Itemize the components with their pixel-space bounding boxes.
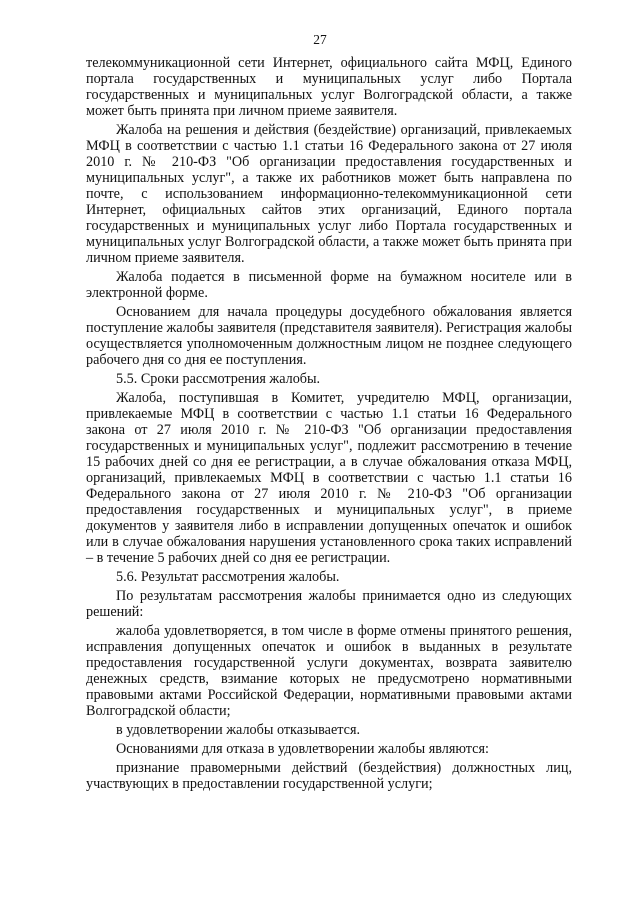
paragraph: Основанием для начала процедуры досудебного обжалования является поступление жалобы заявителя (представителя заявителя). Регистрация жалобы осуществляется уполномоченным должностным лицом не позднее следующего рабочего дня со дня ее поступления. bbox=[86, 304, 572, 368]
paragraph: Жалоба подается в письменной форме на бумажном носителе или в электронной форме. bbox=[86, 269, 572, 301]
paragraph: 5.5. Сроки рассмотрения жалобы. bbox=[116, 371, 321, 387]
paragraph: Жалоба, поступившая в Комитет, учредителю МФЦ, организации, привлекаемые МФЦ в соответствии с частью 1.1 статьи 16 Федерального закона от 27 июля 2010 г. № 210-ФЗ "Об организации предоставления государственных и муниципальных услуг", подлежит рассмотрению в течение 15 рабочих дней со дня ее регистрации, а в случае обжалования отказа МФЦ, организаций, привлекаемых МФЦ в соответствии с частью 1.1 статьи 16 Федерального закона от 27 июля 2010 г. № 210-ФЗ "Об организации предоставления государственных и муниципальных услуг", в приеме документов у заявителя либо в исправлении допущенных опечаток и ошибок или в случае обжалования нарушения установленного срока таких исправлений – в течение 5 рабочих дней со дня ее регистрации. bbox=[86, 390, 572, 566]
document-body bbox=[86, 55, 572, 795]
paragraph: телекоммуникационной сети Интернет, официального сайта МФЦ, Единого портала государственных и муниципальных услуг либо Портала государственных и муниципальных услуг Волгоградской области, а также может быть принята при личном приеме заявителя. bbox=[86, 55, 572, 119]
paragraph: По результатам рассмотрения жалобы принимается одно из следующих решений: bbox=[86, 588, 572, 620]
paragraph: в удовлетворении жалобы отказывается. bbox=[116, 722, 361, 738]
paragraph: признание правомерными действий (бездействия) должностных лиц, участвующих в предоставлении государственной услуги; bbox=[86, 760, 572, 792]
paragraph: Основаниями для отказа в удовлетворении жалобы являются: bbox=[116, 741, 489, 757]
page-number: 27 bbox=[313, 32, 327, 47]
paragraph: Жалоба на решения и действия (бездействие) организаций, привлекаемых МФЦ в соответствии с частью 1.1 статьи 16 Федерального закона от 27 июля 2010 г. № 210-ФЗ "Об организации предоставления государственных и муниципальных услуг", а также их работников может быть направлена по почте, с использованием информационно-телекоммуникационной сети Интернет, официальных сайтов этих организаций, Единого портала государственных и муниципальных услуг либо Портала государственных и муниципальных услуг Волгоградской области, а также может быть принята при личном приеме заявителя. bbox=[86, 122, 572, 266]
paragraph: 5.6. Результат рассмотрения жалобы. bbox=[116, 569, 340, 585]
paragraph: жалоба удовлетворяется, в том числе в форме отмены принятого решения, исправления допущенных опечаток и ошибок в выданных в результате предоставления государственной услуги документах, возврата заявителю денежных средств, взимание которых не предусмотрено нормативными правовыми актами Российской Федерации, нормативными правовыми актами Волгоградской области; bbox=[86, 623, 572, 719]
